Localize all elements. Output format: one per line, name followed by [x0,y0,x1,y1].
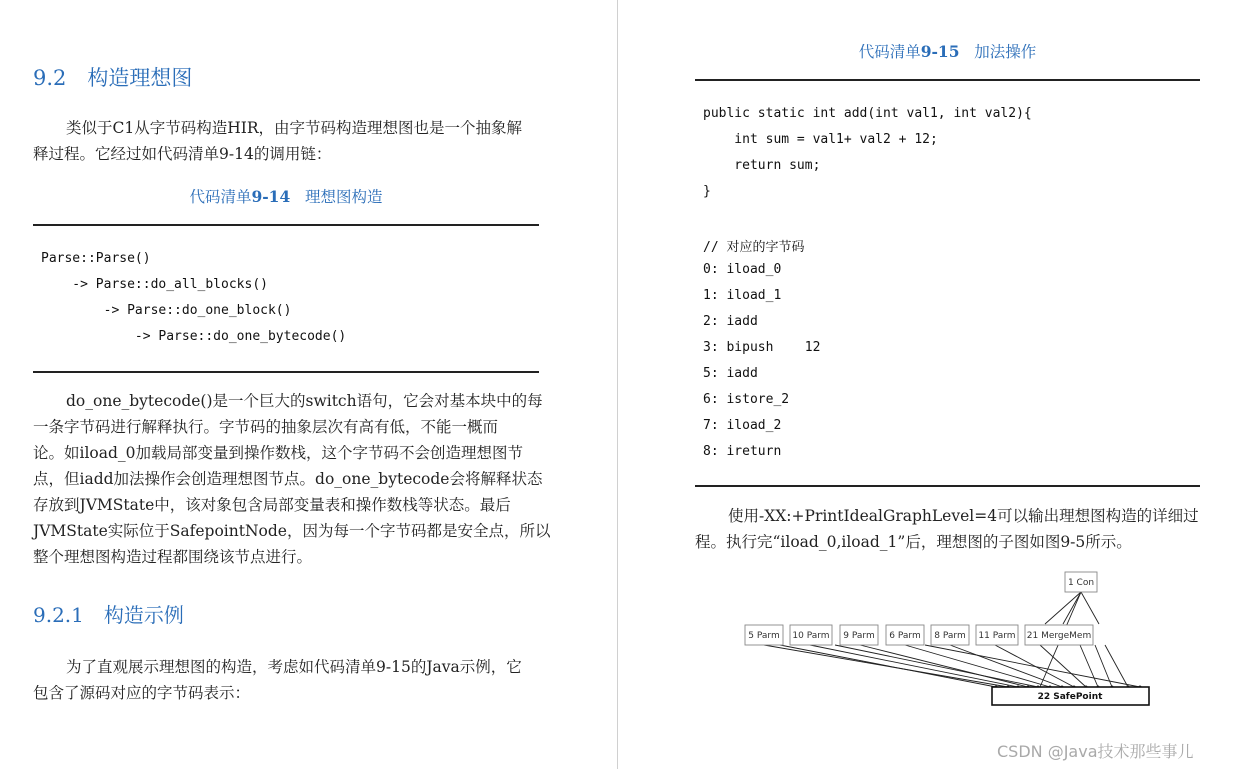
code-line: 5: iadd [703,366,758,381]
listing-14-bottom-rule [33,371,539,373]
svg-text:8 Parm: 8 Parm [934,631,966,641]
graph-node-safepoint [992,687,1149,705]
example-paragraph [33,654,553,706]
listing-title: 理想图构造 [305,188,383,206]
svg-text:9 Parm: 9 Parm [843,631,875,641]
example-line: 包含了源码对应的字节码表示： [33,684,251,702]
body-line: do_one_bytecode()是一个巨大的switch语句，它会对基本块中的每 [66,392,543,410]
after-line: 程。执行完“iload_0,iload_1”后，理想图的子图如图9-5所示。 [695,533,1132,551]
code-line: -> Parse::do_one_block() [41,303,292,318]
body-line: 一条字节码进行解释执行。字节码的抽象层次有高有低，不能一概而 [33,418,499,436]
svg-text:10 Parm: 10 Parm [792,631,830,641]
code-line: 7: iload_2 [703,418,782,433]
graph-node-parm [976,625,1018,645]
page-divider [617,0,618,769]
listing-title: 加法操作 [974,43,1037,61]
intro-paragraph [33,115,553,167]
code-line: } [703,184,711,199]
code-line: return sum; [703,158,821,173]
after-line: 使用-XX:+PrintIdealGraphLevel=4可以输出理想图构造的详细过 [728,507,1199,525]
watermark: CSDN @Java技术那些事儿 [997,742,1194,761]
body-line: 整个理想图构造过程都围绕该节点进行。 [33,548,313,566]
body-line: 存放到JVMState中，该对象包含局部变量表和操作数栈等状态。最后 [33,496,511,514]
code-line: 3: bipush 12 [703,340,821,355]
listing-label: 代码清单 [189,188,252,206]
code-line: -> Parse::do_one_bytecode() [41,329,347,344]
example-line: 为了直观展示理想图的构造，考虑如代码清单9-15的Java示例，它 [66,658,522,676]
code-line: int sum = val1+ val2 + 12; [703,132,938,147]
svg-text:1 Con: 1 Con [1067,578,1095,588]
svg-text:6 Parm: 6 Parm [889,631,921,641]
code-line: 2: iadd [703,314,758,329]
graph-node-parm [745,625,783,645]
listing-label: 代码清单 [858,43,921,61]
code-line: 6: istore_2 [703,392,790,407]
graph-node-mergemem [1025,625,1093,645]
intro-line: 类似于C1从字节码构造HIR，由字节码构造理想图也是一个抽象解 [66,119,523,137]
subsection-title: 9.2.1 构造示例 [33,603,184,627]
listing-number: 9-14 [251,187,291,206]
listing-14-top-rule [33,224,539,226]
listing-number: 9-15 [920,42,960,61]
listing-15-caption [695,40,1200,62]
graph-node-parm [886,625,924,645]
graph-node-parm [840,625,878,645]
ideal-graph-figure [740,565,1160,710]
body-paragraph [33,388,553,570]
code-line: 8: ireturn [703,444,782,459]
section-title: 9.2 构造理想图 [33,66,193,90]
svg-text:22 SafePoint: 22 SafePoint [1037,692,1103,702]
code-line: -> Parse::do_all_blocks() [41,277,268,292]
intro-line: 释过程。它经过如代码清单9-14的调用链： [33,145,332,163]
body-line: 点，但iadd加法操作会创造理想图节点。do_one_bytecode会将解释状态 [33,470,543,488]
graph-node-parm [790,625,832,645]
listing-14-caption [33,185,539,207]
svg-text:5 Parm: 5 Parm [748,631,780,641]
graph-node-con [1065,572,1097,592]
body-line: JVMState实际位于SafepointNode，因为每一个字节码都是安全点，所以 [33,522,551,540]
code-line: public static int add(int val1, int val2){ [703,106,1032,121]
listing-15-bottom-rule [695,485,1200,487]
code-line: 0: iload_0 [703,262,782,277]
svg-text:21 MergeMem: 21 MergeMem [1026,631,1092,641]
after-paragraph [695,503,1215,555]
graph-node-parm [931,625,969,645]
code-line: Parse::Parse() [41,251,151,266]
listing-15-top-rule [695,79,1200,81]
code-comment: // 对应的字节码 [703,240,805,255]
code-line: 1: iload_1 [703,288,782,303]
svg-text:11 Parm: 11 Parm [978,631,1016,641]
body-line: 论。如iload_0加载局部变量到操作数栈，这个字节码不会创造理想图节 [33,444,524,462]
